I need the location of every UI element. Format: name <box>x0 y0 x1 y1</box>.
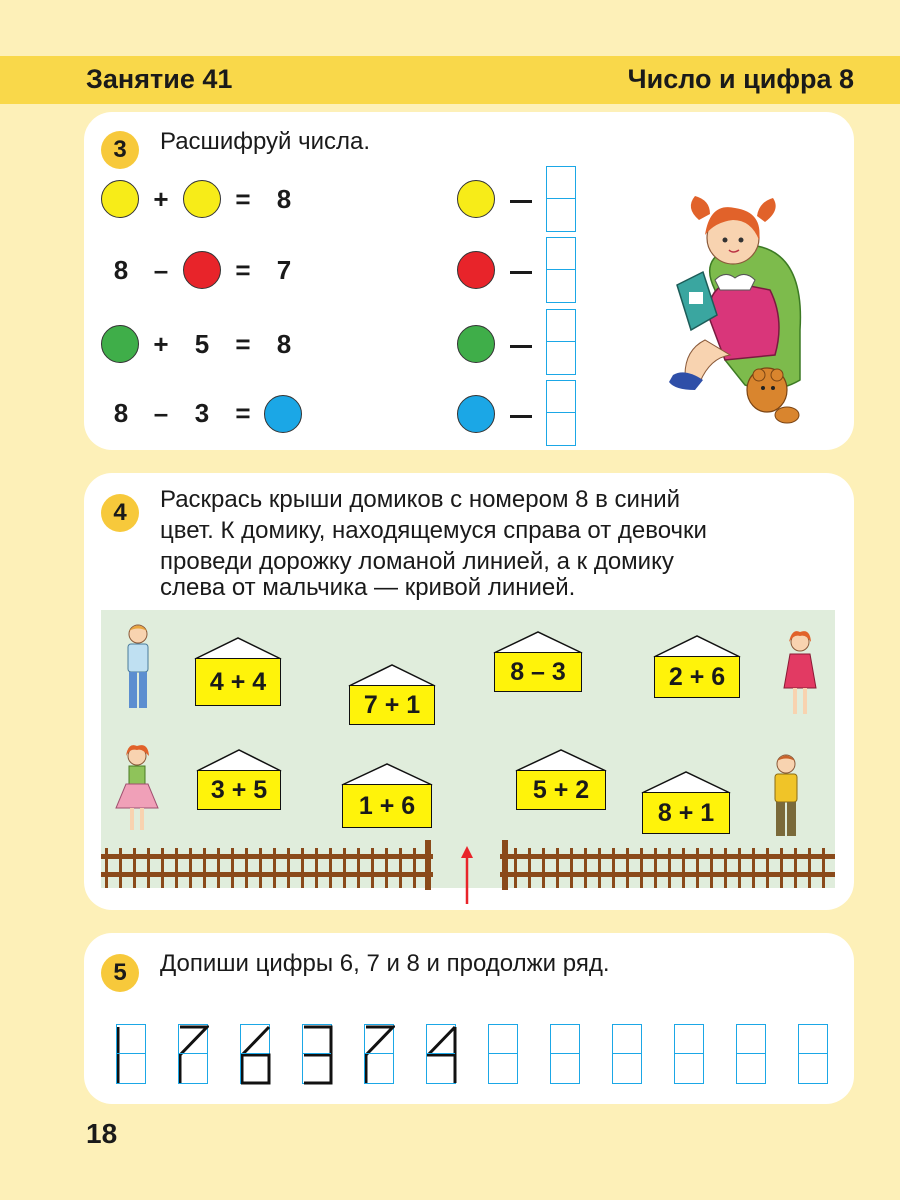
task-5-number: 5 <box>101 954 139 992</box>
house-label: 8 + 1 <box>642 792 730 834</box>
fence-right <box>500 840 835 890</box>
house[interactable] <box>340 762 434 828</box>
yellow-circle-icon <box>183 180 221 218</box>
girl-figure <box>780 628 820 720</box>
blue-circle-icon <box>457 395 495 433</box>
operand-value: 3 <box>194 398 210 428</box>
house[interactable] <box>193 636 283 706</box>
writing-cell[interactable] <box>116 1024 146 1084</box>
task-3-number: 3 <box>101 131 139 169</box>
house-label: 1 + 6 <box>342 784 432 828</box>
result-value: 7 <box>276 255 292 285</box>
house-roof[interactable] <box>640 770 732 794</box>
house-roof[interactable] <box>492 630 584 654</box>
writing-cell[interactable] <box>302 1024 332 1084</box>
house-label: 5 + 2 <box>516 770 606 810</box>
house[interactable] <box>640 770 732 834</box>
writing-cell[interactable] <box>736 1024 766 1084</box>
house[interactable] <box>492 630 584 690</box>
fence-left <box>101 840 433 890</box>
answer-cell[interactable] <box>546 166 576 232</box>
equals-sign: = <box>235 255 251 285</box>
boy-figure <box>766 750 806 840</box>
answer-cell[interactable] <box>546 380 576 446</box>
minus-sign: – <box>153 398 169 428</box>
writing-cell[interactable] <box>674 1024 704 1084</box>
writing-cell[interactable] <box>798 1024 828 1084</box>
writing-cell[interactable] <box>178 1024 208 1084</box>
plus-sign: + <box>153 329 169 359</box>
house-roof[interactable] <box>652 634 742 658</box>
house-roof[interactable] <box>340 762 434 786</box>
house-roof[interactable] <box>514 748 608 772</box>
dash-mark <box>510 271 532 274</box>
digit-7-sample <box>179 1025 209 1085</box>
house-label: 4 + 4 <box>195 658 281 706</box>
girl-reading-illustration <box>655 190 805 435</box>
page-number: 18 <box>86 1118 118 1149</box>
dash-mark <box>510 415 532 418</box>
writing-cell[interactable] <box>488 1024 518 1084</box>
house-roof[interactable] <box>193 636 283 660</box>
plus-sign: + <box>153 184 169 214</box>
house-label: 7 + 1 <box>349 685 435 725</box>
answer-cell[interactable] <box>546 237 576 303</box>
writing-cell[interactable] <box>240 1024 270 1084</box>
task-4-instruction-line: цвет. К домику, находящемуся справа от девочки <box>160 517 707 544</box>
house[interactable] <box>652 634 742 696</box>
operand-value: 5 <box>194 329 210 359</box>
digit-6-sample <box>241 1025 271 1085</box>
boy-figure <box>118 620 158 712</box>
task-4-number: 4 <box>101 494 139 532</box>
operand-value: 8 <box>113 398 129 428</box>
house-label: 8 – 3 <box>494 652 582 692</box>
house[interactable] <box>195 748 283 810</box>
red-circle-icon <box>183 251 221 289</box>
dash-mark <box>510 345 532 348</box>
lesson-topic: Число и цифра 8 <box>627 64 854 94</box>
house[interactable] <box>514 748 608 810</box>
girl-figure <box>112 742 162 832</box>
equals-sign: = <box>235 398 251 428</box>
writing-cell[interactable] <box>550 1024 580 1084</box>
red-circle-icon <box>457 251 495 289</box>
result-value: 8 <box>276 184 292 214</box>
result-value: 8 <box>276 329 292 359</box>
green-circle-icon <box>457 325 495 363</box>
equals-sign: = <box>235 184 251 214</box>
writing-cell[interactable] <box>364 1024 394 1084</box>
dash-mark <box>510 200 532 203</box>
green-circle-icon <box>101 325 139 363</box>
writing-cell[interactable] <box>426 1024 456 1084</box>
task-5-instruction: Допиши цифры 6, 7 и 8 и продолжи ряд. <box>160 950 610 977</box>
blue-circle-icon <box>264 395 302 433</box>
house-label: 2 + 6 <box>654 656 740 698</box>
yellow-circle-icon <box>457 180 495 218</box>
digit-1-sample <box>117 1025 147 1085</box>
writing-cell[interactable] <box>612 1024 642 1084</box>
operand-value: 8 <box>113 255 129 285</box>
equals-sign: = <box>235 329 251 359</box>
house[interactable] <box>347 663 437 725</box>
digit-3-sample <box>303 1025 333 1085</box>
lesson-header <box>0 56 900 104</box>
digit-7-sample <box>365 1025 395 1085</box>
entrance-arrow <box>459 846 475 906</box>
house-roof[interactable] <box>195 748 283 772</box>
task-4-instruction-line: проведи дорожку ломаной линией, а к домику <box>160 548 674 575</box>
answer-cell[interactable] <box>546 309 576 375</box>
minus-sign: – <box>153 255 169 285</box>
task-4-instruction-line: слева от мальчика — кривой линией. <box>160 574 576 601</box>
house-roof[interactable] <box>347 663 437 687</box>
task-4-instruction-line: Раскрась крыши домиков с номером 8 в синий <box>160 486 681 513</box>
digit-4-sample <box>427 1025 457 1085</box>
task-3-instruction: Расшифруй числа. <box>160 128 371 155</box>
lesson-title: Занятие 41 <box>86 64 233 94</box>
yellow-circle-icon <box>101 180 139 218</box>
house-label: 3 + 5 <box>197 770 281 810</box>
